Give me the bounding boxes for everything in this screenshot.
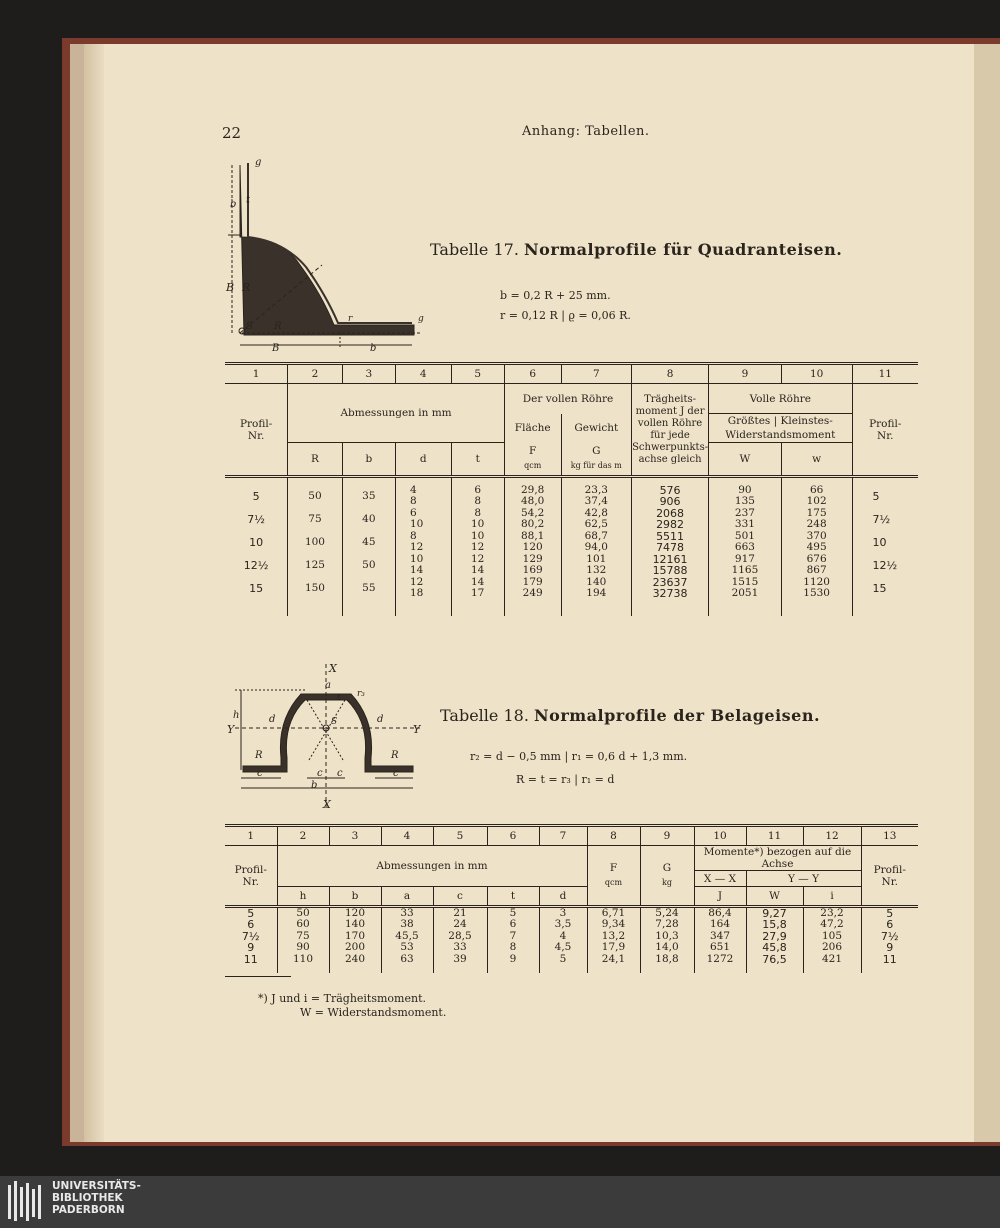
cell-W: 15,8 (746, 919, 803, 931)
cell-W: 76,5 (746, 954, 803, 966)
cell-J: 7478 (632, 542, 709, 554)
table17-title-prefix: Tabelle 17. (430, 240, 519, 259)
table18-title-main: Normalprofile der Belageisen. (534, 706, 821, 725)
table18-row (225, 907, 918, 920)
profile-b: 50 (342, 554, 395, 577)
cell-h: 110 (277, 954, 329, 966)
t18-header-a: a (381, 887, 433, 907)
profile-R: 100 (288, 531, 342, 554)
cell-J: 2982 (632, 519, 709, 531)
cell-d: 18 (396, 588, 452, 600)
t18-colnum: 9 (640, 826, 694, 846)
fig17-label-B2: B (272, 343, 280, 354)
t17-header-t: t (451, 443, 504, 477)
table18-body (225, 907, 918, 966)
fig18-label-h: h (233, 710, 240, 721)
profile-R: 150 (288, 577, 342, 600)
profile-nr: 10 (225, 531, 288, 554)
table17-body (225, 485, 918, 600)
t17-header-flaeche: Fläche (504, 414, 561, 443)
cell-G: 7,28 (640, 919, 694, 931)
cell-W: 331 (709, 519, 782, 531)
cell-G: 140 (561, 577, 632, 589)
cell-i: 105 (803, 931, 861, 943)
t18-colnum: 7 (539, 826, 587, 846)
cell-t: 8 (451, 496, 504, 508)
t17-header-volle: Volle Röhre (709, 384, 852, 414)
cell-W: 90 (709, 485, 782, 497)
t18-header-b: b (329, 887, 381, 907)
fig17-label-g: g (255, 157, 262, 168)
library-line-2: BIBLIOTHEK (52, 1192, 123, 1204)
fig18-label-c3: c (337, 768, 343, 779)
cell-nr2: 6 (886, 918, 894, 932)
cell-w: 175 (781, 508, 852, 520)
cell-w: 1530 (781, 588, 852, 600)
cell-i: 206 (803, 942, 861, 954)
fig18-label-t: t (337, 693, 341, 703)
fig17-label-S: S (246, 321, 253, 332)
fig17-label-B: B (226, 281, 235, 294)
cell-J: 32738 (632, 588, 709, 600)
t18-colnum: 4 (381, 826, 433, 846)
t17-colnum: 10 (781, 364, 852, 384)
cell-a: 33 (381, 907, 433, 920)
cell-G: 5,24 (640, 907, 694, 920)
cell-b: 200 (329, 942, 381, 954)
t18-header-momente: Momente*) bezogen auf die Achse (694, 846, 861, 871)
cell-J: 86,4 (694, 907, 746, 920)
t18-colnum: 11 (746, 826, 803, 846)
table17-title (430, 240, 842, 259)
cell-W: 237 (709, 508, 782, 520)
t17-qcm: qcm (524, 461, 542, 471)
table18-formula-2: R = t = r₃ | r₁ = d (516, 773, 615, 786)
cell-W: 663 (709, 542, 782, 554)
cell-d: 14 (396, 565, 452, 577)
table17 (225, 362, 918, 616)
cell-d: 4 (539, 931, 587, 943)
cell-w: 676 (781, 554, 852, 566)
cell-h: 50 (277, 907, 329, 920)
profile-nr: 15 (225, 577, 288, 600)
cell-b: 120 (329, 907, 381, 920)
library-logo-icon (6, 1179, 46, 1225)
table18-formula-1: r₂ = d − 0,5 mm | r₁ = 0,6 d + 1,3 mm. (470, 750, 688, 763)
t17-header-profil: Profil-Nr. (225, 384, 288, 477)
cell-G: 101 (561, 554, 632, 566)
footnote-1: *) J und i = Trägheitsmoment. (258, 992, 426, 1005)
cell-d: 10 (396, 554, 452, 566)
cell-G: 42,8 (561, 508, 632, 520)
t17-header-widerstand: Größtes | Kleinstes- Widerstandsmoment (709, 414, 852, 443)
cell-F: 169 (504, 565, 561, 577)
cell-J: 164 (694, 919, 746, 931)
t17-header-kleinstes: Kleinstes- (780, 415, 833, 427)
profile-nr-right: 7½ (872, 512, 891, 526)
cell-F: 48,0 (504, 496, 561, 508)
cell-F: 249 (504, 588, 561, 600)
cell-F: 88,1 (504, 531, 561, 543)
cell-c: 21 (433, 907, 487, 920)
cell-t: 8 (487, 942, 539, 954)
cell-G: 23,3 (561, 485, 632, 497)
t17-G: G (592, 445, 601, 458)
cell-b: 140 (329, 919, 381, 931)
cell-J: 12161 (632, 554, 709, 566)
cell-t: 5 (487, 907, 539, 920)
t18-G: G (662, 862, 672, 874)
footnote-rule (225, 976, 291, 977)
fig18-label-X2: X (323, 798, 331, 810)
profile-b: 40 (342, 508, 395, 531)
t17-colnum: 11 (878, 368, 892, 380)
t17-colnum: 1 (225, 364, 288, 384)
table18-title (440, 706, 820, 725)
t17-header-w: w (781, 443, 852, 477)
t18-colnum: 2 (277, 826, 329, 846)
cell-J: 906 (632, 496, 709, 508)
fig18-label-c: c (257, 768, 263, 779)
cell-G: 62,5 (561, 519, 632, 531)
cell-W: 135 (709, 496, 782, 508)
t17-colnum: 2 (288, 364, 342, 384)
cell-G: 37,4 (561, 496, 632, 508)
table18-title-prefix: Tabelle 18. (440, 706, 529, 725)
cell-G: 10,3 (640, 931, 694, 943)
cell-w: 867 (781, 565, 852, 577)
t17-colnum: 4 (396, 364, 452, 384)
t17-header-abmessungen: Abmessungen in mm (288, 384, 505, 443)
profile-nr-right: 10 (872, 535, 887, 549)
cell-J: 1272 (694, 954, 746, 966)
profile-b: 45 (342, 531, 395, 554)
cell-F: 6,71 (587, 907, 640, 920)
cell-J: 5511 (632, 531, 709, 543)
t17-colnum: 5 (451, 364, 504, 384)
cell-nr2: 11 (882, 952, 897, 966)
cell-t: 14 (451, 577, 504, 589)
fig17-label-t: t (246, 195, 251, 206)
t17-colnum: 9 (709, 364, 782, 384)
t18-qcm: qcm (604, 878, 623, 887)
cell-w: 248 (781, 519, 852, 531)
profile-nr-right: 5 (872, 489, 880, 503)
cell-W: 45,8 (746, 942, 803, 954)
t17-header-d: d (396, 443, 452, 477)
t17-header-gewicht: Gewicht (561, 414, 632, 443)
table17-colnum-row (225, 364, 918, 384)
cell-F: 24,1 (587, 954, 640, 966)
cell-i: 47,2 (803, 919, 861, 931)
t18-header-J: J (694, 887, 746, 907)
profile-R: 75 (288, 508, 342, 531)
cell-t: 17 (451, 588, 504, 600)
footnote-2: W = Widerstandsmoment. (300, 1006, 447, 1019)
cell-J: 576 (632, 485, 709, 497)
table18-row (225, 954, 918, 966)
cell-F: 129 (504, 554, 561, 566)
cell-G: 14,0 (640, 942, 694, 954)
fig18-label-r: r₃ (357, 689, 365, 699)
table17-formula-2: r = 0,12 R | ϱ = 0,06 R. (500, 309, 631, 322)
t18-colnum: 10 (694, 826, 746, 846)
cell-nr: 5 (225, 907, 277, 920)
library-line-3: PADERBORN (52, 1204, 125, 1216)
running-head: Anhang: Tabellen. (522, 124, 650, 139)
t17-header-traegheit: Trägheits-moment J der vollen Röhre für jede Schwerpunkts-achse gleich (632, 384, 709, 477)
t18-kg: kg (662, 878, 672, 887)
t18-header-h: h (277, 887, 329, 907)
cell-G: 132 (561, 565, 632, 577)
page-edge (974, 44, 1000, 1142)
t17-colnum: 3 (342, 364, 395, 384)
fig18-label-a: a (325, 680, 331, 691)
cell-t: 7 (487, 931, 539, 943)
profile-R: 50 (288, 485, 342, 508)
t18-colnum: 3 (329, 826, 381, 846)
cell-d: 4 (396, 485, 452, 497)
cell-nr: 11 (225, 954, 277, 966)
t17-header-voll: Der vollen Röhre (504, 384, 631, 414)
cell-a: 45,5 (381, 931, 433, 943)
t18-colnum: 13 (883, 830, 897, 842)
cell-W: 1165 (709, 565, 782, 577)
cell-d: 12 (396, 542, 452, 554)
cell-b: 170 (329, 931, 381, 943)
belageisen-figure (225, 660, 425, 810)
profile-b: 35 (342, 485, 395, 508)
table18-row (225, 931, 918, 943)
cell-G: 94,0 (561, 542, 632, 554)
fig17-label-R2: R (274, 321, 282, 332)
cell-t: 12 (451, 542, 504, 554)
library-name (52, 1180, 141, 1216)
cell-t: 9 (487, 954, 539, 966)
t17-colnum: 6 (504, 364, 561, 384)
fig18-label-Y: Y (227, 723, 235, 736)
cell-F: 80,2 (504, 519, 561, 531)
cell-W: 501 (709, 531, 782, 543)
cell-c: 33 (433, 942, 487, 954)
cell-d: 5 (539, 954, 587, 966)
fig18-label-c4: c (393, 768, 399, 779)
cell-F: 17,9 (587, 942, 640, 954)
cell-a: 63 (381, 954, 433, 966)
cell-i: 23,2 (803, 907, 861, 920)
t18-header-F (587, 846, 640, 907)
cell-t: 12 (451, 554, 504, 566)
cell-nr: 7½ (225, 931, 277, 943)
cell-d: 8 (396, 496, 452, 508)
cell-d: 4,5 (539, 942, 587, 954)
cell-W: 27,9 (746, 931, 803, 943)
profile-nr-right: 12½ (872, 558, 898, 572)
cell-F: 9,34 (587, 919, 640, 931)
t18-header-xx: X — X (694, 871, 746, 887)
cell-nr: 6 (225, 919, 277, 931)
cell-t: 6 (487, 919, 539, 931)
cell-c: 28,5 (433, 931, 487, 943)
t18-header-d: d (539, 887, 587, 907)
t17-F: F (529, 445, 537, 458)
cell-F: 120 (504, 542, 561, 554)
t18-F: F (609, 862, 618, 874)
t18-header-t: t (487, 887, 539, 907)
cell-w: 66 (781, 485, 852, 497)
cell-F: 179 (504, 577, 561, 589)
t18-header-G (640, 846, 694, 907)
t18-colnum: 5 (433, 826, 487, 846)
fig17-label-b: b (230, 199, 237, 210)
cell-h: 90 (277, 942, 329, 954)
fig18-label-d: d (269, 714, 276, 725)
page-number: 22 (222, 124, 242, 142)
cell-w: 370 (781, 531, 852, 543)
page-gutter (84, 44, 104, 1142)
cell-w: 495 (781, 542, 852, 554)
cell-d: 3,5 (539, 919, 587, 931)
t18-header-c: c (433, 887, 487, 907)
cell-J: 2068 (632, 508, 709, 520)
cell-J: 651 (694, 942, 746, 954)
cell-W: 917 (709, 554, 782, 566)
fig18-label-X: X (329, 662, 337, 675)
cell-t: 10 (451, 531, 504, 543)
t18-header-i: i (803, 887, 861, 907)
cell-nr2: 5 (886, 907, 894, 920)
cell-W: 1515 (709, 577, 782, 589)
cell-a: 53 (381, 942, 433, 954)
cell-W: 2051 (709, 588, 782, 600)
cell-h: 75 (277, 931, 329, 943)
cell-W: 9,27 (746, 907, 803, 920)
profile-b: 55 (342, 577, 395, 600)
cell-t: 14 (451, 565, 504, 577)
cell-G: 194 (561, 588, 632, 600)
cell-nr2: 9 (886, 941, 894, 955)
cell-d: 8 (396, 531, 452, 543)
cell-J: 23637 (632, 577, 709, 589)
t17-kg: kg für das m (570, 461, 622, 471)
table17-formula-1: b = 0,2 R + 25 mm. (500, 289, 611, 302)
table18-row (225, 919, 918, 931)
fig17-label-g2: g (418, 314, 424, 324)
t17-colnum: 7 (561, 364, 632, 384)
fig17-label-b2: b (370, 343, 377, 354)
cell-J: 15788 (632, 565, 709, 577)
t18-header-profil: Profil-Nr. (225, 846, 277, 907)
fig18-label-R: R (255, 750, 263, 761)
cell-F: 54,2 (504, 508, 561, 520)
profile-nr: 12½ (225, 554, 288, 577)
cell-d: 3 (539, 907, 587, 920)
library-line-1: UNIVERSITÄTS- (52, 1180, 141, 1192)
cell-J: 347 (694, 931, 746, 943)
profile-R: 125 (288, 554, 342, 577)
cell-G: 18,8 (640, 954, 694, 966)
t17-header-widerstandsmoment: Widerstandsmoment (725, 429, 836, 441)
cell-d: 10 (396, 519, 452, 531)
t18-header-W: W (746, 887, 803, 907)
t17-header-G (561, 443, 632, 477)
library-footer (0, 1176, 1000, 1228)
t18-colnum: 12 (803, 826, 861, 846)
cell-h: 60 (277, 919, 329, 931)
t18-colnum: 6 (487, 826, 539, 846)
profile-nr: 5 (225, 485, 288, 508)
t18-header-yy: Y — Y (746, 871, 861, 887)
cell-nr2: 7½ (880, 929, 899, 943)
profile-nr: 7½ (225, 508, 288, 531)
quadrant-iron-figure (222, 155, 432, 355)
fig18-label-d2: d (377, 714, 384, 725)
cell-G: 68,7 (561, 531, 632, 543)
fig18-label-c2: c (317, 768, 323, 779)
t18-colnum: 8 (587, 826, 640, 846)
cell-d: 12 (396, 577, 452, 589)
cell-t: 6 (451, 485, 504, 497)
t18-header-abmessungen: Abmessungen in mm (277, 846, 587, 887)
cell-c: 39 (433, 954, 487, 966)
t18-header-profil-right: Profil-Nr. (873, 863, 906, 888)
cell-F: 29,8 (504, 485, 561, 497)
fig18-label-R2: R (391, 750, 399, 761)
cell-c: 24 (433, 919, 487, 931)
t17-colnum: 8 (632, 364, 709, 384)
cell-i: 421 (803, 954, 861, 966)
fig18-label-S: S (331, 717, 338, 727)
t17-header-F (504, 443, 561, 477)
cell-F: 13,2 (587, 931, 640, 943)
t17-header-W: W (709, 443, 782, 477)
cell-d: 6 (396, 508, 452, 520)
t17-header-b: b (342, 443, 395, 477)
t18-colnum: 1 (225, 826, 277, 846)
cell-a: 38 (381, 919, 433, 931)
fig17-label-R: R (242, 281, 251, 294)
t17-header-profil-right: Profil-Nr. (869, 417, 902, 442)
t17-header-R: R (288, 443, 342, 477)
cell-w: 1120 (781, 577, 852, 589)
cell-t: 10 (451, 519, 504, 531)
table18 (225, 824, 918, 973)
fig18-label-b: b (311, 780, 318, 791)
fig17-label-r: r (348, 314, 353, 324)
t17-header-groesstes: Größtes (727, 415, 771, 427)
table17-title-main: Normalprofile für Quadranteisen. (524, 240, 843, 259)
table18-row (225, 942, 918, 954)
cell-t: 8 (451, 508, 504, 520)
cell-nr: 9 (225, 942, 277, 954)
fig18-label-Y2: Y (413, 723, 421, 736)
cell-b: 240 (329, 954, 381, 966)
cell-w: 102 (781, 496, 852, 508)
profile-nr-right: 15 (872, 581, 887, 595)
